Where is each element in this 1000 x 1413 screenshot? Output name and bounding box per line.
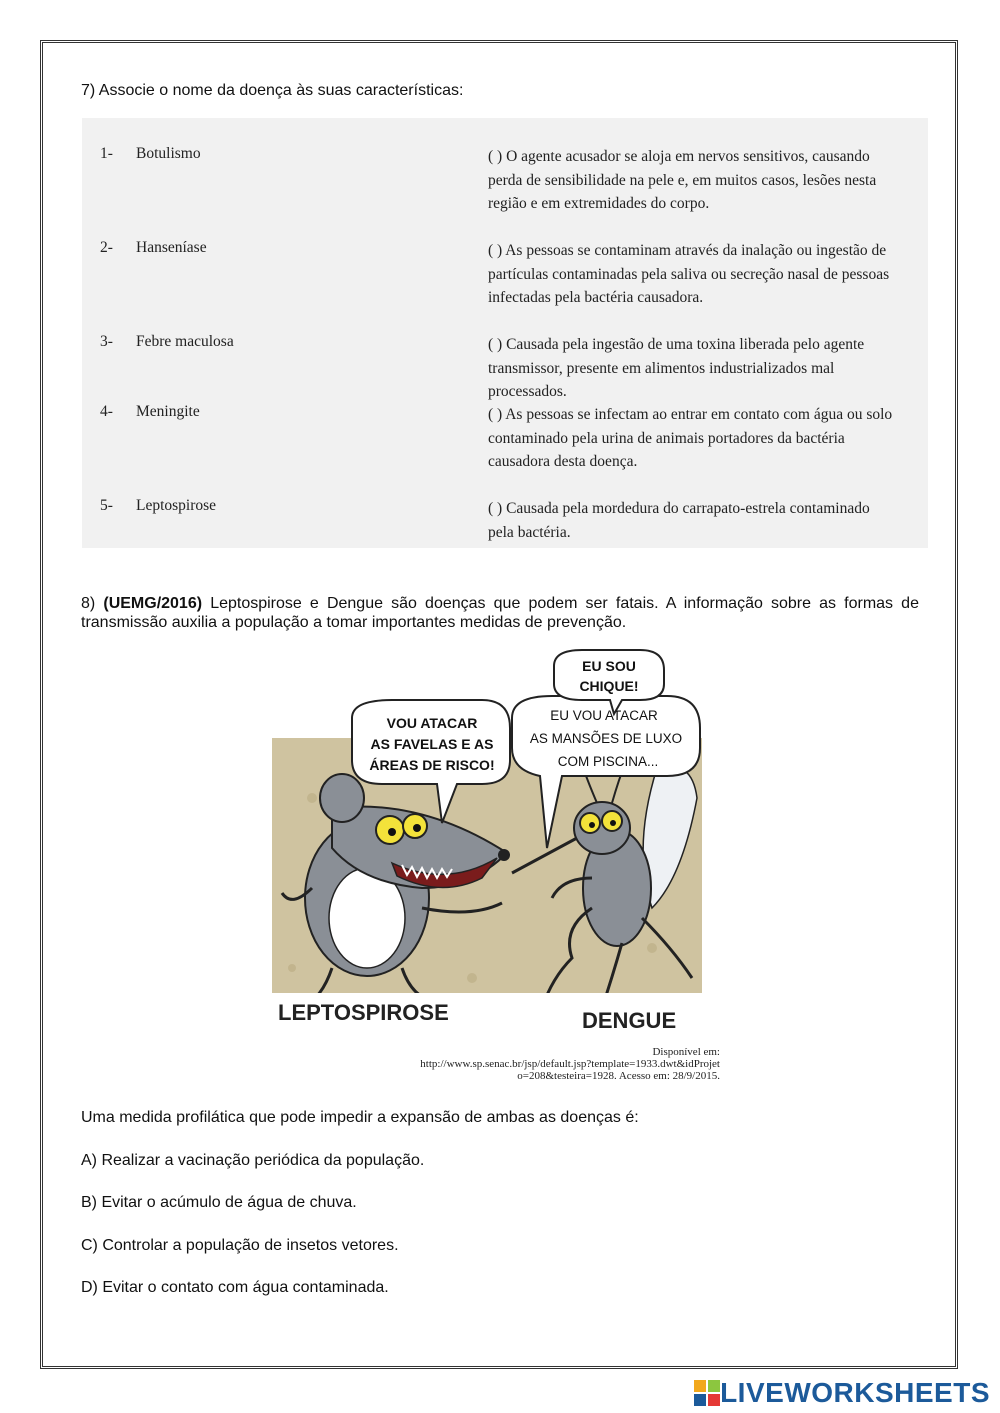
mosquito-bubble-line: COM PISCINA... [557,754,659,769]
option-b[interactable]: B) Evitar o acúmulo de água de chuva. [81,1194,357,1211]
disease-description[interactable]: ( ) As pessoas se contaminam através da inalação ou ingestão de partículas contaminadas pela saliva ou secreção nasal de pessoas infectadas pela bactéria causadora. [488,242,890,306]
question-8-text [81,594,919,632]
disease-name: Botulismo [136,145,201,162]
matching-table [82,118,928,548]
disease-name: Hanseníase [136,239,207,256]
row-number: 4- [100,403,113,420]
caption-line: Disponível em: [652,1046,720,1058]
brand-name: LIVEWORKSHEETS [720,1377,990,1408]
option-d[interactable]: D) Evitar o contato com água contaminada. [81,1279,389,1296]
disease-description[interactable]: ( ) O agente acusador se aloja em nervos sensitivos, causando perda de sensibilidade na pele e, em muitos casos, lesões nesta região e em extremidades do corpo. [488,148,877,212]
disease-name: Meningite [136,403,200,420]
chique-bubble-line: CHIQUE! [579,678,639,694]
disease-description[interactable]: ( ) As pessoas se infectam ao entrar em contato com água ou solo contaminado pela urina de animais portadores da bactéria causadora desta doença. [488,406,893,470]
disease-name: Leptospirose [136,497,217,514]
disease-description[interactable]: ( ) Causada pela mordedura do carrapato-estrela contaminado pela bactéria. [488,500,870,541]
question-source: (UEMG/2016) [103,595,203,612]
question-number: 8) [81,595,96,612]
mosquito-bubble-line: EU VOU ATACAR [550,708,658,723]
dengue-label: DENGUE [582,1008,677,1033]
disease-name: Febre maculosa [136,333,234,350]
rat-bubble-line: VOU ATACAR [386,715,478,731]
caption-line: http://www.sp.senac.br/jsp/default.jsp?template=1933.dwt&idProjet [420,1058,720,1070]
option-a[interactable]: A) Realizar a vacinação periódica da população. [81,1152,425,1169]
leptospirose-label: LEPTOSPIROSE [278,1000,449,1025]
chique-bubble-line: EU SOU [582,658,636,674]
cartoon-illustration [272,648,702,1038]
question-7-title: 7) Associe o nome da doença às suas características: [81,82,464,99]
mosquito-bubble-line: AS MANSÕES DE LUXO [529,731,683,746]
caption-line: o=208&testeira=1928. Acesso em: 28/9/2015. [517,1070,720,1082]
row-number: 1- [100,145,113,162]
question-statement: Leptospirose e Dengue são doenças que podem ser fatais. A informação sobre as formas de transmissão auxilia a população a tomar importantes medidas de prevenção. [81,595,919,631]
rat-bubble-line: ÁREAS DE RISCO! [369,757,495,773]
row-number: 5- [100,497,113,514]
row-number: 3- [100,333,113,350]
row-number: 2- [100,239,113,256]
image-caption [278,1046,720,1082]
question-prompt: Uma medida profilática que pode impedir a expansão de ambas as doenças é: [81,1109,639,1126]
option-c[interactable]: C) Controlar a população de insetos vetores. [81,1237,399,1254]
rat-bubble-line: AS FAVELAS E AS [370,736,494,752]
disease-description[interactable]: ( ) Causada pela ingestão de uma toxina liberada pelo agente transmissor, presente em alimentos industrializados mal processados. [488,336,865,400]
liveworksheets-logo [694,1378,990,1408]
logo-grid-icon [694,1380,720,1406]
